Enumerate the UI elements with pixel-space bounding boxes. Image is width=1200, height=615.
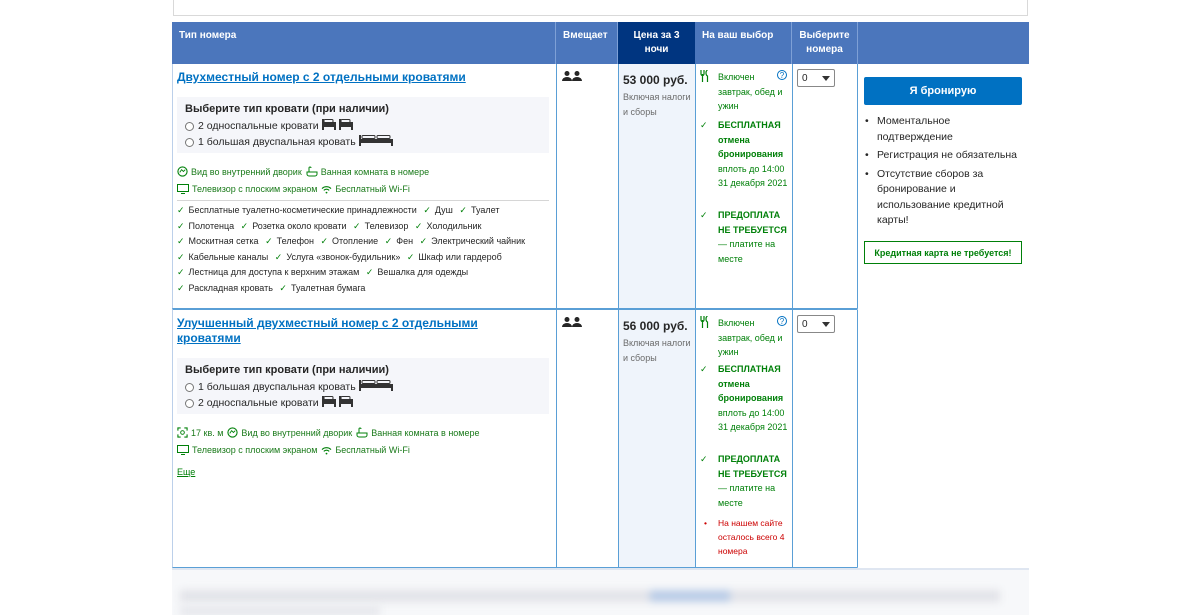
cutlery-icon (700, 70, 712, 87)
amenity-item: ✓ Душ (423, 205, 453, 215)
facilities-line (177, 166, 433, 177)
check-icon: ✓ (365, 267, 374, 277)
check-icon: ✓ (279, 282, 287, 293)
room-title-link[interactable]: Двухместный номер с 2 отдельными кроватями (177, 70, 466, 84)
free-cancel-info (700, 118, 790, 191)
bed-type-selector (177, 358, 549, 414)
free-cancel-text: БЕСПЛАТНАЯ отмена бронирования (718, 364, 784, 403)
check-icon: ✓ (414, 220, 423, 231)
check-icon: ✓ (353, 220, 361, 231)
amenity-item: ✓ Раскладная кровать (177, 282, 273, 293)
amenity-item: ✓ Фен (384, 236, 414, 246)
amenity-item: ✓ Москитная сетка (177, 236, 259, 246)
amenity-item: ✓ Электрический чайник (419, 236, 526, 246)
capacity-cell (556, 64, 618, 308)
bed-option[interactable] (185, 395, 541, 411)
check-icon: ✓ (274, 251, 283, 262)
bath-icon (306, 166, 318, 177)
facility-label: 17 кв. м (191, 427, 224, 438)
check-icon: ✓ (423, 205, 431, 215)
bed-option-label: 2 односпальные кровати (198, 120, 319, 132)
bath-icon (356, 427, 368, 438)
facilities-line (177, 184, 414, 194)
facility-label: Вид во внутренний дворик (241, 427, 353, 438)
no-prepay-info (700, 208, 790, 266)
amenity-item: ✓ Телефон (265, 236, 314, 246)
header-choice: На ваш выбор (695, 22, 792, 64)
amenity-item: ✓ Отопление (320, 236, 379, 246)
amenity-item: ✓ Туалетная бумага (279, 282, 366, 293)
check-icon: ✓ (320, 236, 329, 246)
facility-label: Ванная комната в номере (320, 166, 430, 177)
divider (177, 200, 549, 201)
blurred-footer (172, 568, 1029, 615)
room-row (172, 308, 858, 568)
amenity-item: ✓ Лестница для доступа к верхним этажам (177, 267, 360, 277)
benefits-list (864, 114, 1024, 232)
room-price: 53 000 руб. (623, 73, 688, 87)
check-icon: ✓ (406, 251, 415, 262)
facilities-line (177, 427, 484, 438)
facility-label: Бесплатный Wi-Fi (335, 184, 410, 194)
tax-note: Включая налоги и сборы (623, 338, 691, 363)
header-capacity: Вмещает (556, 22, 618, 64)
check-icon: ✓ (177, 220, 185, 231)
amenity-item: ✓ Кабельные каналы (177, 251, 269, 262)
check-icon: ✓ (177, 267, 185, 277)
benefit-item: • Отсутствие сборов за бронирование и использование кредитной карты! (864, 167, 1024, 229)
cancel-until-text: вплоть до 14:00 31 декабря 2021 (718, 407, 788, 432)
bullet-icon: • (704, 518, 707, 528)
scarcity-info (700, 516, 790, 558)
select-value: 0 (802, 318, 808, 330)
tax-note: Включая налоги и сборы (623, 92, 691, 117)
capacity-cell (556, 310, 618, 567)
room-quantity-select[interactable] (797, 315, 835, 333)
check-icon: ✓ (384, 236, 393, 246)
cancel-until-text: вплоть до 14:00 31 декабря 2021 (718, 163, 788, 188)
conditions-cell (696, 64, 793, 308)
bed-option[interactable] (185, 134, 541, 150)
bed-option-label: 1 большая двуспальная кровать (198, 136, 356, 148)
table-header (172, 22, 1029, 64)
amenity-item: ✓ Туалет (459, 205, 500, 215)
conditions-cell (696, 310, 793, 567)
pay-at-property-text: — платите на месте (718, 483, 776, 508)
amenity-item: ✓ Шкаф или гардероб (406, 251, 502, 262)
no-prepay-text: ПРЕДОПЛАТА НЕ ТРЕБУЕТСЯ (718, 454, 787, 479)
bed-type-selector (177, 97, 549, 153)
price-cell (618, 64, 696, 308)
select-cell (793, 310, 858, 567)
bed-option[interactable] (185, 379, 541, 395)
tv-icon (177, 445, 189, 455)
select-value: 0 (802, 72, 808, 84)
amenity-item: ✓ Полотенца (177, 220, 235, 231)
amenity-item: ✓ Холодильник (414, 220, 482, 231)
check-icon: ✓ (700, 210, 708, 220)
bed-option[interactable] (185, 118, 541, 134)
header-select-rooms: Выберите номера (792, 22, 858, 64)
room-title-link[interactable]: Улучшенный двухместный номер с 2 отдельными кроватями (177, 316, 478, 345)
single-beds-icon (322, 396, 354, 410)
amenities-list (177, 203, 557, 296)
radio-button[interactable] (185, 383, 194, 392)
no-card-badge: Кредитная карта не требуется! (864, 241, 1022, 264)
check-icon: ✓ (419, 236, 428, 246)
facility-label: Бесплатный Wi-Fi (335, 445, 410, 455)
wifi-icon (321, 185, 332, 194)
meal-text: Включен завтрак, обед и ужин (718, 318, 783, 357)
select-cell (793, 64, 858, 308)
double-bed-icon (359, 380, 393, 394)
free-cancel-text: БЕСПЛАТНАЯ отмена бронирования (718, 120, 784, 159)
check-icon: ✓ (700, 364, 708, 374)
two-persons-icon (562, 71, 582, 84)
check-icon: ✓ (265, 236, 273, 246)
help-icon[interactable]: ? (777, 70, 787, 80)
amenity-item: ✓ Услуга «звонок-будильник» (274, 251, 401, 262)
amenity-item: ✓ Розетка около кровати (240, 220, 347, 231)
facility-label: Ванная комната в номере (371, 427, 480, 438)
cutlery-icon (700, 316, 712, 333)
bed-option-label: 1 большая двуспальная кровать (198, 381, 356, 393)
check-icon: ✓ (459, 205, 467, 215)
amenity-item: ✓ Телевизор (353, 220, 409, 231)
header-room-type: Тип номера (172, 22, 556, 64)
wifi-icon (321, 446, 332, 455)
meal-text: Включен завтрак, обед и ужин (718, 72, 783, 111)
benefit-item: • Моментальное подтверждение (864, 114, 1024, 145)
view-icon (177, 166, 188, 177)
blurred-text (180, 606, 380, 615)
check-icon: ✓ (240, 220, 249, 231)
scarcity-text: На нашем сайте осталось всего 4 номера (718, 518, 785, 556)
chevron-down-icon (822, 76, 830, 81)
amenity-item: ✓ Вешалка для одежды (365, 267, 469, 277)
check-icon: ✓ (700, 120, 708, 130)
facilities-line (177, 445, 414, 455)
two-persons-icon (562, 317, 582, 330)
no-prepay-text: ПРЕДОПЛАТА НЕ ТРЕБУЕТСЯ (718, 210, 787, 235)
chevron-down-icon (822, 322, 830, 327)
benefit-item: • Регистрация не обязательна (864, 148, 1024, 164)
double-bed-icon (359, 135, 393, 149)
book-button[interactable]: Я бронирую (864, 77, 1022, 105)
room-size-icon (177, 427, 188, 438)
room-quantity-select[interactable] (797, 69, 835, 87)
no-prepay-info (700, 452, 790, 510)
tv-icon (177, 184, 189, 194)
bed-type-title: Выберите тип кровати (при наличии) (185, 103, 389, 115)
check-icon: ✓ (177, 251, 185, 262)
pay-at-property-text: — платите на месте (718, 239, 776, 264)
single-beds-icon (322, 119, 354, 133)
more-facilities-link[interactable]: Еще (177, 467, 196, 477)
facility-label: Телевизор с плоским экраном (192, 184, 318, 194)
radio-button[interactable] (185, 138, 194, 147)
view-icon (227, 427, 238, 438)
amenity-item: ✓ Бесплатные туалетно-косметические принадлежности (177, 205, 417, 215)
blurred-text (180, 590, 1000, 602)
check-icon: ✓ (177, 282, 185, 293)
radio-button[interactable] (185, 122, 194, 131)
top-panel (173, 0, 1028, 16)
bed-option-label: 2 односпальные кровати (198, 397, 319, 409)
room-row (172, 64, 858, 308)
free-cancel-info (700, 362, 790, 435)
price-cell (618, 310, 696, 567)
check-icon: ✓ (177, 205, 185, 215)
facility-label: Телевизор с плоским экраном (192, 445, 318, 455)
check-icon: ✓ (700, 454, 708, 464)
help-icon[interactable]: ? (777, 316, 787, 326)
facility-label: Вид во внутренний дворик (191, 166, 302, 177)
bed-type-title: Выберите тип кровати (при наличии) (185, 364, 389, 376)
check-icon: ✓ (177, 236, 185, 246)
radio-button[interactable] (185, 399, 194, 408)
header-price: Цена за 3 ночи (618, 22, 695, 64)
room-price: 56 000 руб. (623, 319, 688, 333)
